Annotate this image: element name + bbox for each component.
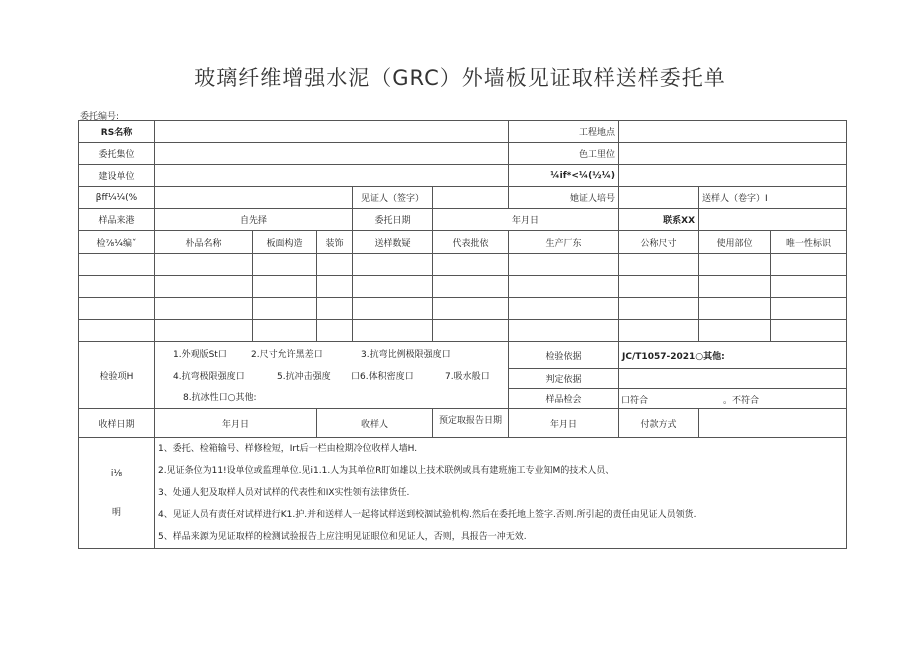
commission-date-label: 委托日期 xyxy=(353,209,433,231)
header-usage-location: 使用部位 xyxy=(699,231,771,254)
receipt-date-value[interactable]: 年月日 xyxy=(155,409,317,438)
receipt-date-label: 收样日期 xyxy=(79,409,155,438)
sample-cell[interactable] xyxy=(317,276,353,298)
sample-check-label: 样品检会 xyxy=(509,389,619,409)
header-decoration: 装饰 xyxy=(317,231,353,254)
inspection-item-6[interactable]: 口6.体积密度口 xyxy=(351,372,414,382)
report-date-label: 预定取报告日期 xyxy=(433,409,509,438)
commission-date-value[interactable]: 年月日 xyxy=(433,209,619,231)
client-unit-row xyxy=(79,143,847,165)
sample-cell[interactable] xyxy=(771,298,847,320)
note-item-3: 3、处通人犯及取样人员对试样的代表性和IX实性领有法律货任. xyxy=(158,488,410,498)
header-quantity: 送样数疑 xyxy=(353,231,433,254)
header-unique-id: 唯一性标识 xyxy=(771,231,847,254)
inspection-items-label: 检验项H xyxy=(79,342,155,409)
sample-cell[interactable] xyxy=(699,254,771,276)
notes-row xyxy=(79,438,847,549)
sample-source-label: 样品来港 xyxy=(79,209,155,231)
header-nominal-size: 公称尺寸 xyxy=(619,231,699,254)
sample-check-cell xyxy=(619,389,847,409)
header-manufacturer: 生产厂东 xyxy=(509,231,619,254)
witness-row xyxy=(79,187,847,209)
sample-cell[interactable] xyxy=(79,276,155,298)
sample-cell[interactable] xyxy=(433,254,509,276)
sample-cell[interactable] xyxy=(79,254,155,276)
sample-source-row xyxy=(79,209,847,231)
client-unit-label: 委托集位 xyxy=(79,143,155,165)
sample-cell[interactable] xyxy=(509,254,619,276)
sample-cell[interactable] xyxy=(433,320,509,342)
sample-cell[interactable] xyxy=(771,254,847,276)
owner-unit-row xyxy=(79,165,847,187)
payment-label: 付款方式 xyxy=(619,409,699,438)
sample-row xyxy=(79,320,847,342)
sample-cell[interactable] xyxy=(317,320,353,342)
inspection-item-3[interactable]: 3.抗弯比例极限强度口 xyxy=(361,350,451,360)
note-item-2: 2.见证条位为11!设单位或监理单位.见i1.1.人为其单位R盯如雄以上技术联例或具有建班施工专业知M的技术人员、 xyxy=(158,466,615,476)
receiver-label: 收样人 xyxy=(317,409,433,438)
inspection-item-4[interactable]: 4.抗弯极限强度口 xyxy=(173,372,245,382)
commission-form-table xyxy=(78,120,847,549)
header-product-name: 朴品名称 xyxy=(155,231,253,254)
note-item-5: 5、样品来源为见证取样的检测试验报告上应注明见证眼位和见证人，否则，具报告一冲无效. xyxy=(158,532,527,542)
sample-cell[interactable] xyxy=(79,298,155,320)
notes-label-bottom: 明 xyxy=(111,507,121,518)
sample-cell[interactable] xyxy=(253,254,317,276)
judgment-basis-value[interactable] xyxy=(619,369,847,389)
note-item-4: 4、见证人员有责任对试样进行K1.护.并和送样人一起将试样送到校涸试验机构.然后在委托地上签字.否则.所引起的责任由见证人员领货. xyxy=(158,510,697,520)
supervision-unit-label: ¼if*<¼(½¼) xyxy=(509,165,619,187)
contact-field[interactable] xyxy=(699,209,847,231)
sample-cell[interactable] xyxy=(699,298,771,320)
sample-check-box xyxy=(619,389,846,408)
sample-header-row xyxy=(79,231,847,254)
sample-cell[interactable] xyxy=(317,254,353,276)
construction-unit-field[interactable] xyxy=(619,143,847,165)
supervision-unit-field[interactable] xyxy=(619,165,847,187)
inspection-items-cell xyxy=(155,342,509,409)
inspection-item-1[interactable]: 1.外观版St口 xyxy=(173,350,227,360)
sample-cell[interactable] xyxy=(433,276,509,298)
inspection-item-5[interactable]: 5.抗冲击强度 xyxy=(277,372,331,382)
note-item-1: 1、委托、检箱输号、样修检短，Irt后一栏由检期冷位收样人墙H. xyxy=(158,444,418,454)
owner-unit-field[interactable] xyxy=(155,165,509,187)
receipt-row xyxy=(79,409,847,438)
sample-cell[interactable] xyxy=(155,298,253,320)
sample-cell[interactable] xyxy=(509,276,619,298)
doc-number-label: 委托编号: xyxy=(80,112,120,122)
judgment-basis-label: 判定依据 xyxy=(509,369,619,389)
inspection-items-box xyxy=(155,342,508,408)
sample-cell[interactable] xyxy=(353,254,433,276)
inspection-basis-value[interactable]: JC/T1057-2021○其他: xyxy=(619,342,847,369)
sample-cell[interactable] xyxy=(253,320,317,342)
sample-cell[interactable] xyxy=(699,276,771,298)
sample-cell[interactable] xyxy=(771,276,847,298)
sample-cell[interactable] xyxy=(699,320,771,342)
sample-cell[interactable] xyxy=(771,320,847,342)
sample-row xyxy=(79,276,847,298)
sample-cell[interactable] xyxy=(155,276,253,298)
sample-cell[interactable] xyxy=(619,320,699,342)
sender-signature-label: 送样人（卷字）I xyxy=(699,187,847,209)
sample-cell[interactable] xyxy=(317,298,353,320)
sample-cell[interactable] xyxy=(353,320,433,342)
sample-row xyxy=(79,254,847,276)
sample-cell[interactable] xyxy=(619,276,699,298)
witness-unit-label: βff¼¼(% xyxy=(79,187,155,209)
project-name-field[interactable] xyxy=(155,121,509,143)
sample-ok-option[interactable]: 口符合 xyxy=(621,396,649,406)
notes-label-top: i⅛ xyxy=(110,468,123,479)
sample-cell[interactable] xyxy=(509,298,619,320)
project-location-field[interactable] xyxy=(619,121,847,143)
payment-field[interactable] xyxy=(699,409,847,438)
witness-cert-field[interactable] xyxy=(619,187,699,209)
header-sample-no: 检⅞¼编ˇ xyxy=(79,231,155,254)
form-title: 玻璃纤维增强水泥（GRC）外墙板见证取样送样委托单 xyxy=(194,66,726,90)
sample-cell[interactable] xyxy=(433,298,509,320)
header-batch: 代表批依 xyxy=(433,231,509,254)
sample-cell[interactable] xyxy=(509,320,619,342)
report-date-value[interactable]: 年月日 xyxy=(509,409,619,438)
sample-cell[interactable] xyxy=(353,298,433,320)
inspection-item-8[interactable]: 8.抗冰性口○其他: xyxy=(183,393,257,403)
sample-cell[interactable] xyxy=(79,320,155,342)
sample-source-value[interactable]: 自先择 xyxy=(155,209,353,231)
witness-unit-field[interactable] xyxy=(155,187,353,209)
inspection-item-7[interactable]: 7.吸水般口 xyxy=(445,372,490,382)
witness-signature-field[interactable] xyxy=(433,187,509,209)
witness-signature-label: 见证人（签字） xyxy=(353,187,433,209)
notes-content xyxy=(155,438,847,549)
project-name-row xyxy=(79,121,847,143)
contact-label: 联系XX xyxy=(619,209,699,231)
sample-cell[interactable] xyxy=(155,320,253,342)
sample-cell[interactable] xyxy=(155,254,253,276)
project-location-label: 工程地点 xyxy=(509,121,619,143)
project-name-label: RS名称 xyxy=(79,121,155,143)
sample-cell[interactable] xyxy=(253,298,317,320)
inspection-row-1 xyxy=(79,342,847,369)
owner-unit-label: 建设单位 xyxy=(79,165,155,187)
sample-cell[interactable] xyxy=(619,298,699,320)
client-unit-field[interactable] xyxy=(155,143,509,165)
sample-row xyxy=(79,298,847,320)
inspection-item-2[interactable]: 2.尺寸允许黑差口 xyxy=(251,350,323,360)
witness-cert-label: 她证人培号 xyxy=(509,187,619,209)
sample-cell[interactable] xyxy=(253,276,317,298)
sample-cell[interactable] xyxy=(353,276,433,298)
notes-label-cell xyxy=(79,438,155,549)
sample-cell[interactable] xyxy=(619,254,699,276)
header-surface-structure: 板面构造 xyxy=(253,231,317,254)
inspection-basis-label: 检验依据 xyxy=(509,342,619,369)
sample-ng-option[interactable]: 。不符合 xyxy=(723,396,760,406)
construction-unit-label: 色工里位 xyxy=(509,143,619,165)
